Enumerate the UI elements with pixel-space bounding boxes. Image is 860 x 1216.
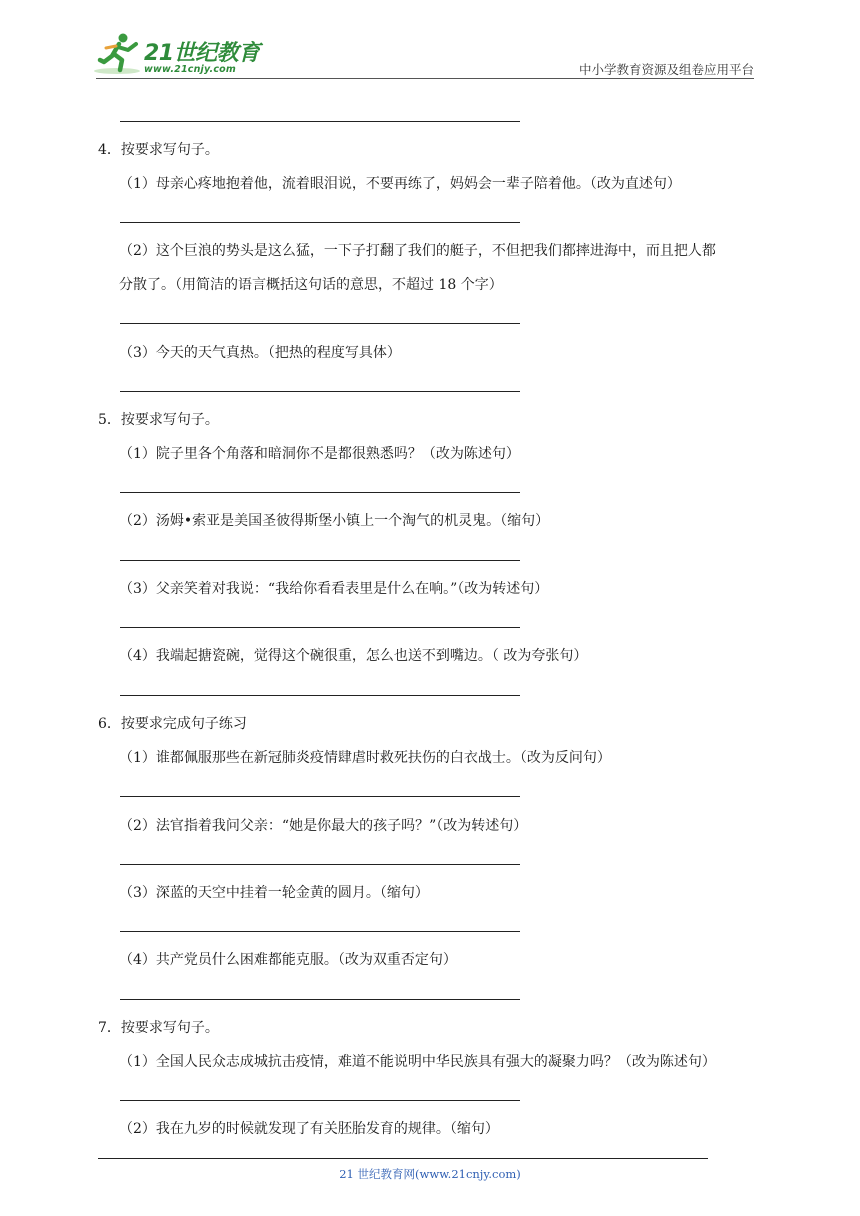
platform-name: 中小学教育资源及组卷应用平台	[578, 62, 754, 77]
question-6-4: （4）共产党员什么困难都能克服。（改为双重否定句）	[119, 952, 457, 968]
answer-line[interactable]	[120, 323, 520, 324]
logo-title: 21世纪教育	[144, 41, 260, 66]
question-7-title: 7．按要求写句子。	[98, 1020, 219, 1036]
question-5-3: （3）父亲笑着对我说：“我给你看看表里是什么在响。”（改为转述句）	[119, 581, 549, 597]
question-6-2: （2）法官指着我问父亲：“她是你最大的孩子吗？”（改为转述句）	[119, 818, 528, 834]
question-4-3: （3）今天的天气真热。（把热的程度写具体）	[119, 345, 401, 361]
question-5-title: 5．按要求写句子。	[98, 412, 219, 428]
runner-logo-icon	[92, 32, 142, 76]
answer-line[interactable]	[120, 391, 520, 392]
page-header	[0, 0, 860, 80]
answer-line[interactable]	[120, 627, 520, 628]
footer-text: 21 世纪教育网(www.21cnjy.com)	[339, 1167, 521, 1181]
question-7-1: （1）全国人民众志成城抗击疫情，难道不能说明中华民族具有强大的凝聚力吗？（改为陈述句）	[119, 1054, 716, 1070]
answer-line[interactable]	[120, 222, 520, 223]
answer-line[interactable]	[120, 695, 520, 696]
question-4-2-cont: 分散了。（用简洁的语言概括这句话的意思，不超过 18 个字）	[119, 277, 503, 293]
question-4-1: （1）母亲心疼地抱着他，流着眼泪说，不要再练了，妈妈会一辈子陪着他。（改为直述句）	[119, 176, 681, 192]
logo-url: www.21cnjy.com	[144, 64, 236, 75]
answer-line[interactable]	[120, 560, 520, 561]
logo	[92, 30, 262, 80]
answer-line[interactable]	[120, 999, 520, 1000]
question-5-2: （2）汤姆•索亚是美国圣彼得斯堡小镇上一个淘气的机灵鬼。（缩句）	[119, 513, 550, 529]
footer-divider	[98, 1158, 708, 1159]
answer-line[interactable]	[120, 864, 520, 865]
answer-line[interactable]	[120, 931, 520, 932]
question-7-2: （2）我在九岁的时候就发现了有关胚胎发育的规律。（缩句）	[119, 1121, 499, 1137]
question-6-title: 6．按要求完成句子练习	[98, 716, 247, 732]
question-5-4: （4）我端起搪瓷碗，觉得这个碗很重，怎么也送不到嘴边。（ 改为夸张句）	[119, 648, 588, 664]
answer-line[interactable]	[120, 492, 520, 493]
question-4-2: （2）这个巨浪的势头是这么猛，一下子打翻了我们的艇子，不但把我们都摔进海中，而且把人都	[119, 243, 716, 259]
header-divider	[96, 78, 754, 79]
answer-line[interactable]	[120, 796, 520, 797]
question-6-3: （3）深蓝的天空中挂着一轮金黄的圆月。（缩句）	[119, 885, 429, 901]
question-6-1: （1）谁都佩服那些在新冠肺炎疫情肆虐时救死扶伤的白衣战士。（改为反问句）	[119, 750, 611, 766]
question-5-1: （1）院子里各个角落和暗洞你不是都很熟悉吗？（改为陈述句）	[119, 446, 520, 462]
answer-line[interactable]	[120, 1100, 520, 1101]
question-4-title: 4．按要求写句子。	[98, 142, 219, 158]
answer-line[interactable]	[120, 121, 520, 122]
